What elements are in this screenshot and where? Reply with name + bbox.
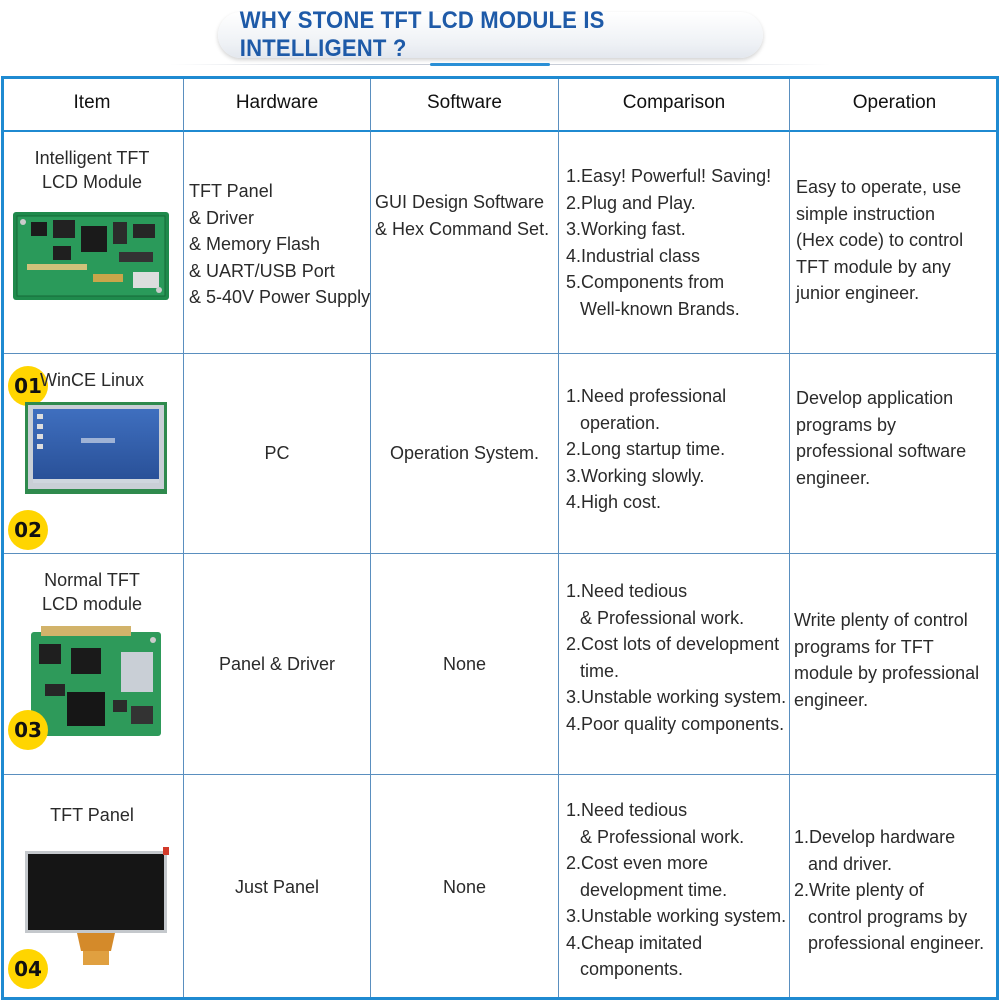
operation-cell-3	[790, 554, 999, 775]
comparison-line: 4.High cost.	[566, 492, 662, 512]
operation-line: engineer.	[794, 689, 869, 710]
item-name-line: Normal TFT	[44, 570, 140, 590]
comparison-line: Well-known Brands.	[580, 298, 740, 319]
comparison-line: 3.Working slowly.	[566, 465, 705, 486]
operation-line: professional engineer.	[808, 933, 985, 953]
item-name-line: LCD module	[41, 594, 143, 614]
item-cell-4	[1, 775, 184, 1000]
software-cell-3: None	[371, 554, 559, 775]
comparison-line: 2.Cost lots of development	[566, 634, 780, 654]
comparison-line: 3.Working fast.	[566, 219, 686, 239]
comparison-line: 1.Need tedious	[566, 581, 688, 601]
software-cell-1	[371, 132, 559, 354]
header-item: Item	[1, 76, 184, 132]
item-name-line: TFT Panel	[50, 805, 134, 825]
operation-cell-1	[790, 132, 999, 354]
comparison-line: 2.Long startup time.	[566, 439, 726, 459]
hardware-cell-2: PC	[184, 354, 371, 554]
hardware-cell-4: Just Panel	[184, 775, 371, 1000]
hardware-line: & Memory Flash	[189, 234, 321, 255]
comparison-line: 1.Need tedious	[566, 800, 688, 820]
hardware-line: & UART/USB Port	[189, 260, 335, 281]
hardware-cell-1	[184, 132, 371, 354]
page-title-banner	[218, 7, 763, 62]
wince-linux-board-image	[25, 402, 167, 494]
comparison-line: & Professional work.	[580, 826, 745, 847]
item-name-line: Intelligent TFT	[34, 148, 150, 168]
hardware-line: TFT Panel	[189, 181, 273, 202]
operation-cell-4	[790, 775, 999, 1000]
bare-tft-panel-image	[25, 847, 175, 969]
comparison-line: 3.Unstable working system.	[566, 687, 787, 707]
green-pcb-lcd-module-image	[13, 212, 169, 300]
comparison-line: components.	[580, 959, 684, 979]
item-cell-3	[1, 554, 184, 775]
item-name	[1, 568, 183, 616]
software-cell-4: None	[371, 775, 559, 1000]
comparison-table	[1, 76, 999, 1000]
operation-line: Develop application	[796, 388, 954, 408]
hardware-cell-3: Panel & Driver	[184, 554, 371, 775]
row-number-badge: 03	[8, 710, 48, 750]
operation-cell-2	[790, 354, 999, 554]
item-name	[1, 803, 183, 827]
comparison-line: 4.Industrial class	[566, 245, 701, 266]
operation-line: programs for TFT	[794, 636, 934, 657]
comparison-line: 1.Easy! Powerful! Saving!	[566, 166, 772, 186]
operation-line: professional software	[796, 441, 967, 461]
comparison-line: & Professional work.	[580, 607, 745, 628]
operation-line: simple instruction	[796, 203, 936, 224]
item-name	[1, 146, 183, 194]
operation-line: engineer.	[796, 467, 871, 488]
row-number-badge: 04	[8, 949, 48, 989]
operation-line: Write plenty of control	[794, 610, 968, 630]
operation-line: junior engineer.	[796, 283, 920, 303]
operation-line: 2.Write plenty of	[794, 880, 924, 900]
item-name-line: WinCE Linux	[39, 370, 145, 390]
operation-line: TFT module by any	[796, 256, 951, 277]
comparison-line: 4.Cheap imitated	[566, 932, 703, 953]
comparison-line: 5.Components from	[566, 272, 725, 292]
header-comparison: Comparison	[559, 76, 790, 132]
operation-line: module by professional	[794, 663, 980, 683]
comparison-cell-1	[559, 132, 790, 354]
comparison-cell-3	[559, 554, 790, 775]
comparison-line: operation.	[580, 412, 661, 433]
comparison-cell-4	[559, 775, 790, 1000]
comparison-line: 4.Poor quality components.	[566, 713, 785, 734]
operation-line: Easy to operate, use	[796, 177, 962, 197]
header-software: Software	[371, 76, 559, 132]
normal-pcb-board-image	[31, 626, 161, 736]
item-name	[1, 368, 183, 392]
row-number-badge: 01	[8, 366, 48, 406]
item-name-line: LCD Module	[41, 172, 143, 192]
hardware-line: & 5-40V Power Supply	[189, 287, 371, 308]
software-line: & Hex Command Set.	[375, 218, 550, 239]
header-operation: Operation	[790, 76, 999, 132]
comparison-cell-2	[559, 354, 790, 554]
comparison-line: 2.Cost even more	[566, 853, 709, 873]
comparison-line: development time.	[580, 879, 728, 900]
comparison-line: 1.Need professional	[566, 386, 727, 406]
comparison-line: 2.Plug and Play.	[566, 192, 696, 213]
operation-line: (Hex code) to control	[796, 230, 964, 250]
operation-line: programs by	[796, 414, 897, 435]
operation-line: control programs by	[808, 906, 968, 927]
software-line: GUI Design Software	[375, 192, 545, 212]
title-divider-accent	[430, 63, 550, 66]
header-hardware: Hardware	[184, 76, 371, 132]
page-title: WHY STONE TFT LCD MODULE IS INTELLIGENT ?	[239, 7, 605, 62]
row-number-badge: 02	[8, 510, 48, 550]
operation-line: 1.Develop hardware	[794, 827, 956, 847]
hardware-line: & Driver	[189, 207, 255, 228]
software-cell-2: Operation System.	[371, 354, 559, 554]
operation-line: and driver.	[808, 853, 893, 874]
comparison-line: time.	[580, 660, 620, 681]
item-cell-2	[1, 354, 184, 554]
comparison-line: 3.Unstable working system.	[566, 906, 787, 926]
